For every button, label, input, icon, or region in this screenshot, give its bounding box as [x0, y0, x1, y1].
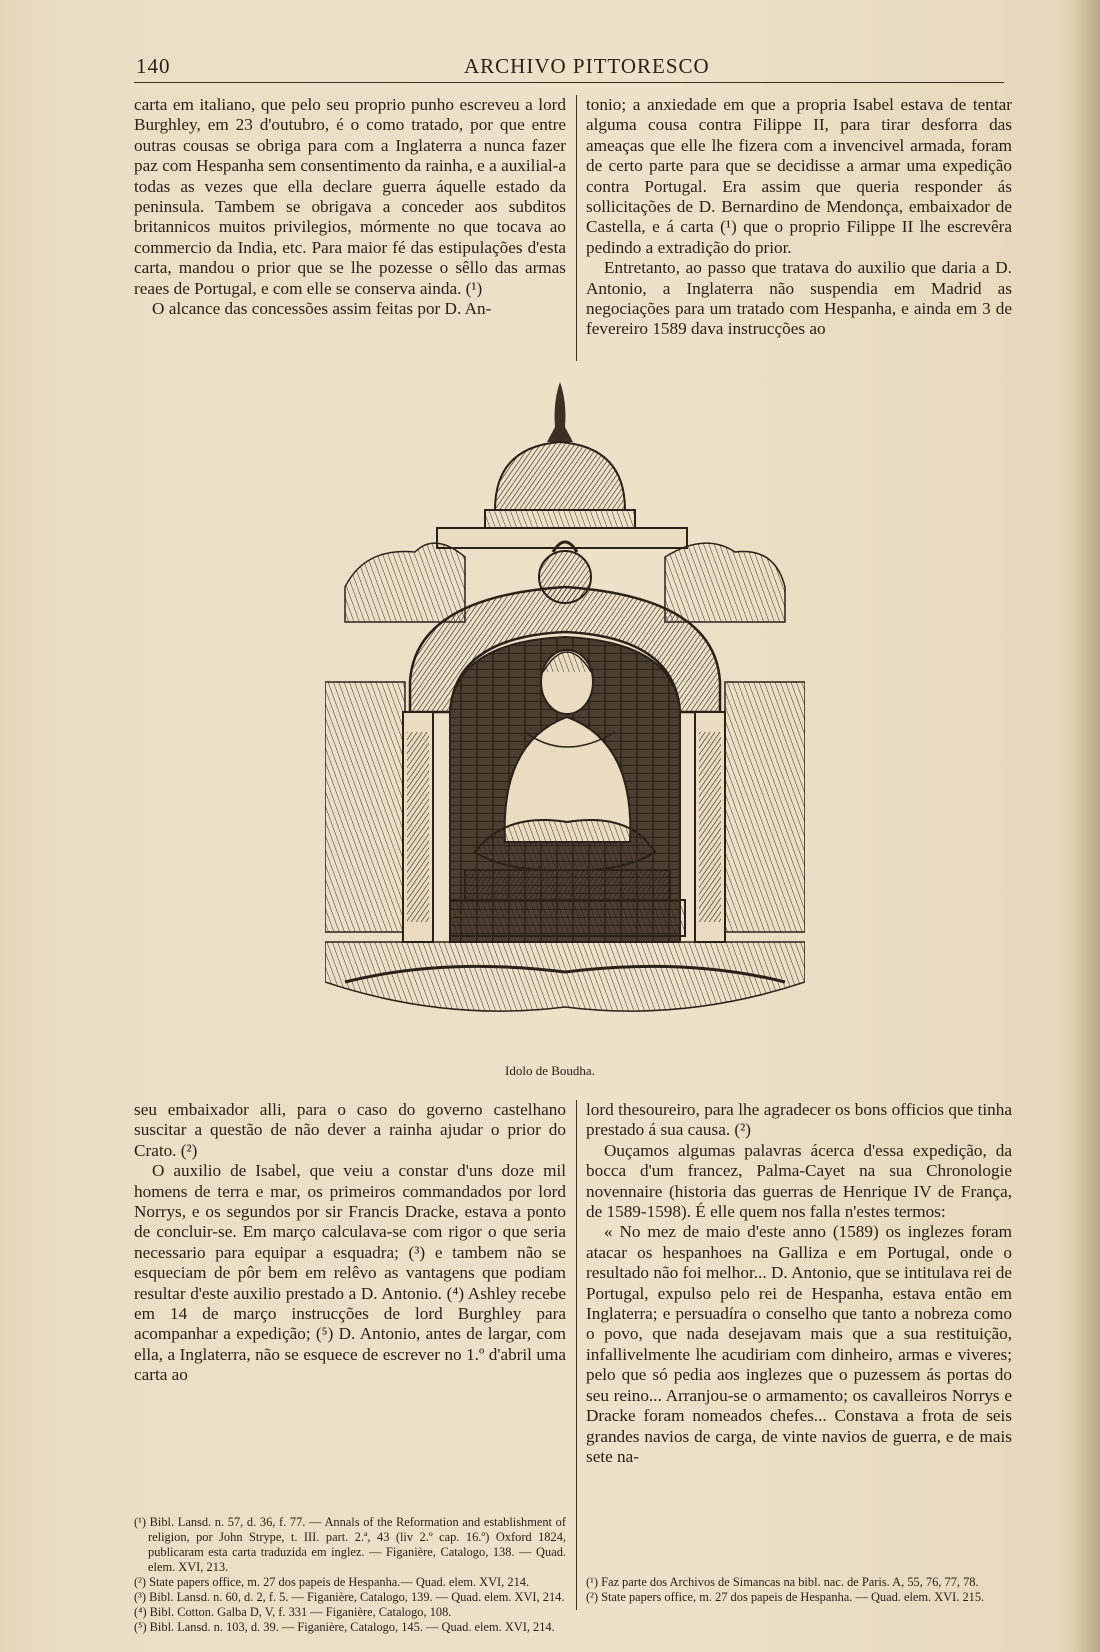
buddha-engraving [325, 382, 805, 1042]
footnote: (¹) Bibl. Lansd. n. 57, d. 36, f. 77. — Annals of the Reformation and establishment of religion, por John Strype, t. III. part. 2.ª, 43 (liv 2.º cap. 16.º) Oxford 1824, publicaram esta carta traduzida em inglez. — Figanière, Catalogo, 138. — Quad. elem. XVI, 213. [134, 1515, 566, 1574]
footnote: (²) State papers office, m. 27 dos papeis de Hespanha. — Quad. elem. XVI. 215. [586, 1590, 985, 1604]
paragraph: Ouçamos algumas palavras ácerca d'essa expedição, da bocca d'um francez, Palma-Cayet na sua Chronologie novennaire (historia das guerras de Henrique IV de França, de 1589-1598). É elle quem nos falla n'estes termos: [586, 1140, 1012, 1222]
paragraph: lord thesoureiro, para lhe agradecer os bons officios que tinha prestado á sua causa. (²) [586, 1100, 1012, 1140]
column-rule-top [576, 95, 577, 361]
footnote: (²) State papers office, m. 27 dos papeis de Hespanha.— Quad. elem. XVI, 214. [134, 1575, 530, 1589]
bottom-right-column [586, 1100, 1012, 1467]
top-left-column [134, 95, 566, 319]
buddha-illustration [325, 382, 805, 1042]
top-right-column [586, 95, 1012, 340]
footnote: (³) Bibl. Lansd. n. 60, d. 2, f. 5. — Figanière, Catalogo, 139. — Quad. elem. XVI, 214. [134, 1590, 565, 1604]
running-title: ARCHIVO PITTORESCO [464, 54, 710, 78]
paragraph: « No mez de maio d'este anno (1589) os inglezes foram atacar os hespanhoes na Galliza e em Portugal, onde o resultado não foi melhor... D. Antonio, que se intitulava rei de Portugal, expulso pelo rei de Hespanha, estava então em Inglaterra; e persuadíra o conselho que tanto a nobreza como o povo, que nada desejavam mais que a sua restituição, infallivelmente lhe acudiriam com dinheiro, armas e viveres; pelo que só pedia aos inglezes que o puzessem ás portas do seu reino... Arranjou-se o armamento; os cavalleiros Norrys e Dracke foram nomeados chefes... Constava a frota de seis grandes navios de carga, de vinte navios de guerra, e de mais sete na- [586, 1222, 1012, 1466]
paragraph: carta em italiano, que pelo seu proprio punho escreveu a lord Burghley, em 23 d'outubro, é o como tratado, por que entre outras cousas se obriga para com a Inglaterra a nunca fazer paz com Hespanha sem consentimento da rainha, e a auxilial-a todas as vezes que ella declare guerra áquelle estado da peninsula. Tambem se obrigava a conceder aos subditos britannicos muitos privilegios, mórmente no que tocava ao commercio da India, etc. Para maior fé das estipulações d'esta carta, mandou o prior que se lhe pozesse o sêllo das armas reaes de Portugal, e com elle se conserva ainda. (¹) [134, 95, 566, 298]
paragraph: seu embaixador alli, para o caso do governo castelhano suscitar a questão de não dever a rainha ajudar o prior do Crato. (²) [134, 1100, 566, 1160]
paragraph: tonio; a anxiedade em que a propria Isabel estava de tentar alguma cousa contra Filippe II, para tirar desforra das ameaças que elle lhe fizera com a invencivel armada, foram de certo parte para que se decidisse a armar uma expedição contra Portugal. Era assim que queria responder ás sollicitações de D. Bernardino de Mendonça, embaixador de Castella, e á carta (¹) que o proprio Filippe II lhe escrevêra pedindo a extradição do prior. [586, 95, 1012, 257]
page-spine-shadow [1072, 0, 1100, 1652]
header-rule [134, 82, 1004, 83]
figure-caption: Idolo de Boudha. [505, 1063, 595, 1078]
page-number: 140 [136, 54, 171, 78]
paragraph: O auxilio de Isabel, que veiu a constar d'uns doze mil homens de terra e mar, os primeiros commandados por lord Norrys, e os segundos por sir Francis Dracke, estava a ponto de concluir-se. Em março calculava-se com rigor o que seria necessario para equipar a esquadra; (³) e tambem não se esqueciam de pôr bem em relêvo as vantagens que podiam resultar d'este auxilio prestado a D. Antonio. (⁴) Ashley recebe em 14 de março instrucções de lord Burghley para acompanhar a expedição; (⁵) D. Antonio, antes de largar, com ella, a Inglaterra, não se esquece de escrever no 1.º d'abril uma carta ao [134, 1161, 566, 1385]
paragraph: Entretanto, ao passo que tratava do auxilio que daria a D. Antonio, a Inglaterra não suspendia em Madrid as negociações para um tratado com Hespanha, e ainda em 3 de fevereiro 1589 dava instrucções ao [586, 258, 1012, 339]
right-footnotes [586, 1575, 1012, 1605]
footnote: (¹) Faz parte dos Archivos de Simancas na bibl. nac. de Paris. A, 55, 76, 77, 78. [586, 1575, 979, 1589]
paragraph: O alcance das concessões assim feitas por D. An- [152, 299, 492, 319]
column-rule-bottom [576, 1100, 577, 1610]
left-footnotes [134, 1515, 566, 1635]
bottom-left-column [134, 1100, 566, 1386]
footnote: (⁴) Bibl. Cotton. Galba D, V, f. 331 — Figanière, Catalogo, 108. [134, 1605, 452, 1619]
footnote: (⁵) Bibl. Lansd. n. 103, d. 39. — Figanière, Catalogo, 145. — Quad. elem. XVI, 214. [134, 1620, 555, 1634]
